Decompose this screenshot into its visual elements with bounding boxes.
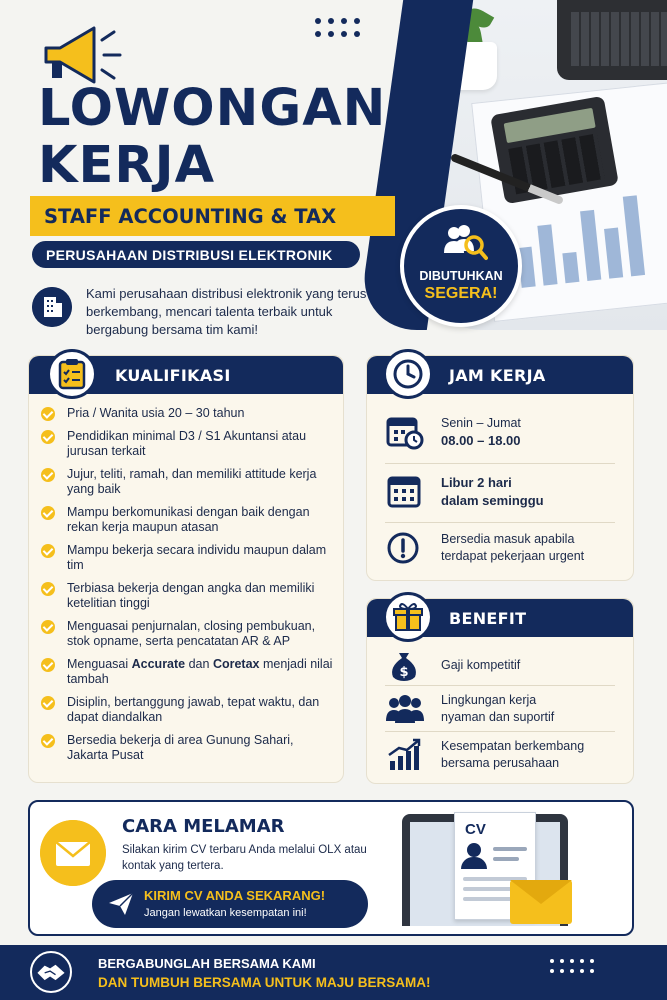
hours-row-off — [385, 474, 623, 510]
list-item: Disiplin, bertanggung jawab, tepat waktu, dan dapat diandalkan — [41, 695, 337, 726]
mail-icon — [40, 820, 106, 886]
calendar-icon — [385, 474, 425, 510]
handshake-icon — [30, 951, 72, 993]
envelope-icon — [510, 880, 572, 924]
check-icon — [41, 407, 55, 421]
benefit-title: BENEFIT — [449, 609, 527, 628]
paper-plane-icon — [108, 892, 134, 916]
title-line-2: KERJA — [38, 136, 216, 195]
apply-title: CARA MELAMAR — [122, 816, 285, 837]
hours-off-line-1: Libur 2 hari — [441, 475, 512, 490]
role-title: STAFF ACCOUNTING & TAX — [44, 204, 337, 228]
send-cv-sublabel: Jangan lewatkan kesempatan ini! — [144, 907, 307, 919]
qualifications-list — [41, 406, 337, 771]
calendar-clock-icon — [385, 414, 425, 450]
benefit-header — [367, 599, 633, 637]
company-name: PERUSAHAAN DISTRIBUSI ELEKTRONIK — [46, 246, 333, 263]
check-icon — [41, 658, 55, 672]
hours-row-days — [385, 414, 623, 450]
benefit-item: Gaji kompetitif — [441, 657, 521, 672]
send-cv-button[interactable] — [92, 880, 368, 928]
title-line-1: LOWONGAN — [38, 79, 387, 138]
apply-section — [28, 800, 634, 936]
check-icon — [41, 544, 55, 558]
check-icon — [41, 430, 55, 444]
alert-icon — [385, 530, 425, 566]
cv-label: CV — [465, 821, 486, 838]
hours-days: Senin – Jumat — [441, 415, 521, 430]
page-title — [38, 80, 386, 194]
check-icon — [41, 582, 55, 596]
urgent-badge — [400, 205, 522, 327]
footer-line-2: DAN TUMBUH BERSAMA UNTUK MAJU BERSAMA! — [98, 975, 431, 990]
decor-dots — [550, 959, 594, 973]
hours-row-urgent — [385, 530, 623, 566]
list-item: Terbiasa bekerja dengan angka dan memiliki ketelitian tinggi — [41, 581, 337, 612]
check-icon — [41, 506, 55, 520]
clock-icon — [383, 349, 433, 399]
building-icon — [32, 287, 72, 327]
qualifications-title: KUALIFIKASI — [115, 366, 231, 385]
badge-line-1: DIBUTUHKAN — [419, 269, 503, 283]
team-icon — [385, 691, 425, 727]
hours-off-line-2: dalam seminggu — [441, 493, 544, 508]
hours-time: 08.00 – 18.00 — [441, 432, 521, 448]
gift-icon — [383, 592, 433, 642]
benefit-row-environment — [385, 691, 623, 727]
hours-title: JAM KERJA — [449, 366, 546, 385]
hours-header — [367, 356, 633, 394]
clipboard-check-icon — [47, 349, 97, 399]
svg-text:$: $ — [399, 665, 409, 680]
footer-line-1: BERGABUNGLAH BERSAMA KAMI — [98, 956, 316, 971]
list-item: Pria / Wanita usia 20 – 30 tahun — [41, 406, 337, 422]
laptop-cv-illustration — [402, 814, 592, 936]
benefit-row-growth — [385, 737, 623, 773]
apply-description: Silakan kirim CV terbaru Anda melalui OLX atau kontak yang tertera. — [122, 844, 367, 872]
hours-overtime: Bersedia masuk apabila terdapat pekerjaan urgent — [441, 532, 585, 563]
list-item: Bersedia bekerja di area Gunung Sahari, Jakarta Pusat — [41, 733, 337, 764]
list-item: Mampu berkomunikasi dengan baik dengan rekan kerja maupun atasan — [41, 505, 337, 536]
benefit-row-salary — [385, 647, 623, 683]
check-icon — [41, 734, 55, 748]
people-search-icon — [442, 223, 488, 261]
laptop-keyboard — [557, 0, 667, 80]
company-banner — [32, 241, 360, 268]
check-icon — [41, 620, 55, 634]
list-item: Mampu bekerja secara individu maupun dalam tim — [41, 543, 337, 574]
list-item: Jujur, teliti, ramah, dan memiliki attitude kerja yang baik — [41, 467, 337, 498]
money-bag-icon — [385, 647, 425, 683]
list-item: Pendidikan minimal D3 / S1 Akuntansi atau jurusan terkait — [41, 429, 337, 460]
badge-line-2: SEGERA! — [424, 285, 498, 302]
check-icon — [41, 468, 55, 482]
footer — [0, 945, 667, 1000]
list-item: Menguasai Accurate dan Coretax menjadi nilai tambah — [41, 657, 337, 688]
benefit-item: Kesempatan berkembang bersama perusahaan — [441, 739, 585, 770]
send-cv-label: KIRIM CV ANDA SEKARANG! — [144, 888, 326, 903]
qualifications-header — [29, 356, 343, 394]
qualifications-card — [28, 355, 344, 783]
growth-chart-icon — [385, 737, 425, 773]
hours-card — [366, 355, 634, 581]
role-banner — [30, 196, 395, 236]
benefit-card — [366, 598, 634, 784]
list-item: Menguasai penjurnalan, closing pembukuan, stok opname, serta pencatatan AR & AP — [41, 619, 337, 650]
decor-dots — [315, 18, 360, 37]
benefit-item: Lingkungan kerja nyaman dan suportif — [441, 693, 555, 724]
intro-text: Kami perusahaan distribusi elektronik yang terus berkembang, mencari talenta terbaik untuk bergabung bersama tim kami! — [86, 286, 367, 337]
check-icon — [41, 696, 55, 710]
